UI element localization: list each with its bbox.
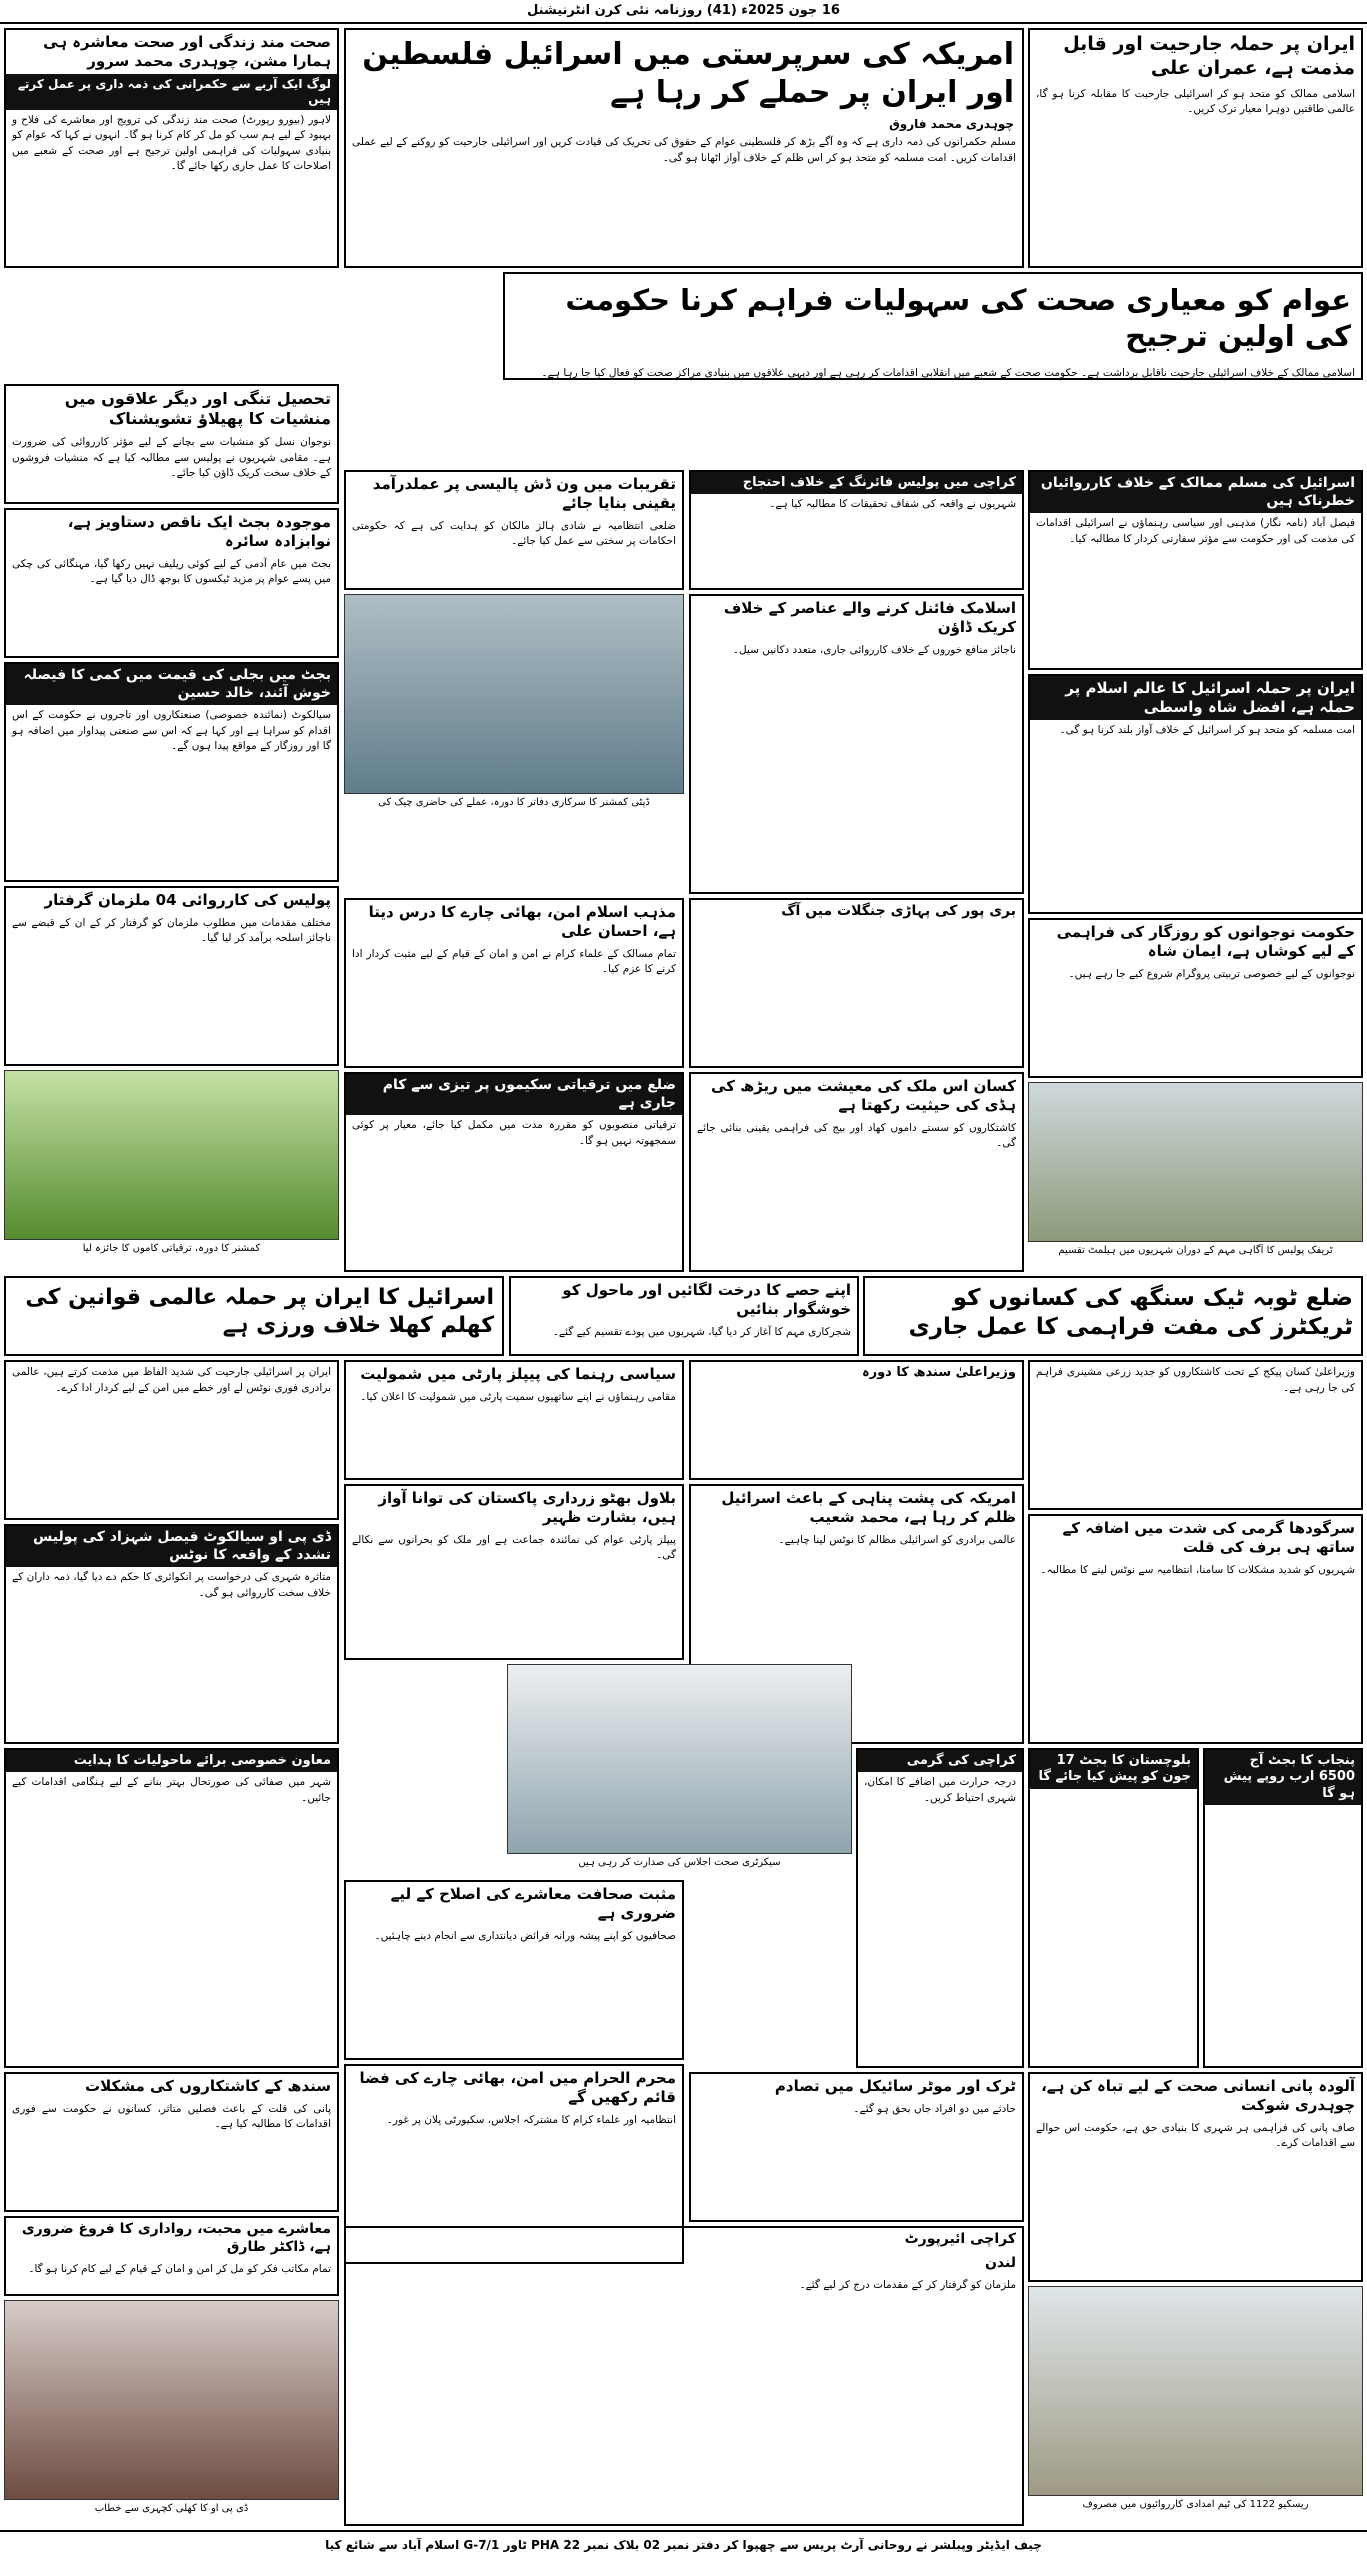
article-3 xyxy=(1028,674,1363,914)
lead-story-tractors xyxy=(863,1276,1363,1356)
article-budget-saira xyxy=(4,508,339,658)
headline: امریکہ کی سرپرستی میں اسرائیل فلسطین اور ایران پر حملے کر رہا ہے xyxy=(362,37,1014,110)
headline: حکومت نوجوانوں کو روزگار کی فراہمی کے لیے کوشاں ہے، ایمان شاہ xyxy=(1056,923,1355,960)
headline: کراچی کی گرمی xyxy=(858,1750,1022,1772)
headline: آلودہ پانی انسانی صحت کے لیے تباہ کن ہے، چوہدری شوکت xyxy=(1041,2077,1355,2114)
article-body: انتظامیہ اور علماء کرام کا مشترکہ اجلاس، سکیورٹی پلان پر غور۔ xyxy=(386,2113,676,2126)
article-19 xyxy=(344,1484,684,1660)
article-body: متاثرہ شہری کی درخواست پر انکوائری کا حکم دے دیا گیا، ذمہ داران کے خلاف سخت کارروائی ہو گی۔ xyxy=(12,1571,331,1599)
article-body: ناجائز منافع خوروں کے خلاف کارروائی جاری، متعدد دکانیں سیل۔ xyxy=(732,643,1016,656)
headline: ایران پر حملہ جارحیت اور قابل مذمت ہے، عمران علی xyxy=(1063,33,1355,79)
photo-caption: کمشنر کا دورہ، ترقیاتی کاموں کا جائزہ لیا xyxy=(82,1243,261,1254)
article-body: فیصل آباد (نامہ نگار) مذہبی اور سیاسی رہنماؤں نے اسرائیلی اقدامات کی مذمت کی اور حکومت سے مؤثر سفارتی کردار کا مطالبہ کیا۔ xyxy=(1036,517,1355,545)
article-body: پیپلز پارٹی عوام کی نمائندہ جماعت ہے اور ملک کو بحرانوں سے نکالے گی۔ xyxy=(352,1533,676,1561)
headline: سرگودھا گرمی کی شدت میں اضافہ کے ساتھ ہی برف کی قلت xyxy=(1062,1519,1355,1556)
article-body: پانی کی قلت کے باعث فصلیں متاثر، کسانوں نے حکومت سے فوری اقدامات کا مطالبہ کیا ہے۔ xyxy=(12,2102,331,2131)
photo-meeting xyxy=(507,1664,852,1854)
lead-story-health xyxy=(503,272,1363,380)
article-1 xyxy=(1028,28,1363,268)
article-2 xyxy=(1028,470,1363,670)
headline: اسرائیل کی مسلم ممالک کے خلاف کارروائیاں خطرناک ہیں xyxy=(1030,472,1361,513)
article-16 xyxy=(689,1360,1024,1480)
article-body: بجٹ میں عام آدمی کے لیے کوئی ریلیف نہیں رکھا گیا، مہنگائی کی چکی میں پسے عوام پر مزید ٹیکسوں کا بوجھ ڈال دیا گیا ہے۔ xyxy=(12,557,331,585)
photo-dpo xyxy=(4,2300,339,2500)
article-tariq xyxy=(4,2216,339,2296)
article-14 xyxy=(344,1072,684,1272)
article-body: صاف پانی کی فراہمی ہر شہری کا بنیادی حق ہے، حکومت اس حوالے سے اقدامات کرے۔ xyxy=(1036,2121,1355,2149)
imprint-line: چیف ایڈیٹر وپبلشر نے روحانی آرٹ پریس سے چھپوا کر دفتر نمبر 02 بلاک نمبر 22 PHA ٹاور G-7/1 اسلام آباد سے شائع کیا xyxy=(325,2538,1042,2552)
photo-caption: ٹریفک پولیس کا آگاہی مہم کے دوران شہریوں میں ہیلمٹ تقسیم xyxy=(1058,1245,1333,1256)
article-body: شہریوں نے واقعہ کی شفاف تحقیقات کا مطالبہ کیا ہے۔ xyxy=(769,498,1016,511)
headline-2: لندن xyxy=(984,2254,1016,2271)
article-body: اسلامی ممالک کو متحد ہو کر اسرائیلی جارحیت کا مقابلہ کرنا ہو گا، عالمی طاقتیں دوہرا معیار ترک کریں۔ xyxy=(1036,87,1355,115)
headline: بری پور کی پہاڑی جنگلات میں آگ xyxy=(781,903,1016,919)
photo-traffic xyxy=(1028,1082,1363,1242)
article-20 xyxy=(344,1880,684,2060)
article-body: مسلم حکمرانوں کی ذمہ داری ہے کہ وہ آگے بڑھ کر فلسطینی عوام کے حقوق کی تحریک کی قیادت کریں اور اسرائیلی جارحیت کو روکنے کے لیے عملی اقدامات کریں۔ امت مسلمہ کو متحد ہو کر اس ظلم کے خلاف آواز اٹھانا ہو گی۔ xyxy=(352,136,1016,164)
headline: ضلع ٹوبہ ٹیک سنگھ کی کسانوں کو ٹریکٹرز کی مفت فراہمی کا عمل جاری xyxy=(908,1285,1353,1340)
article-body: صحافیوں کو اپنے پیشہ ورانہ فرائض دیانتداری سے انجام دینے چاہئیں۔ xyxy=(374,1929,676,1942)
article-body: نوجوانوں کے لیے خصوصی تربیتی پروگرام شروع کیے جا رہے ہیں۔ xyxy=(1068,967,1355,980)
article-police-arrests xyxy=(4,886,339,1066)
photo-commissioner xyxy=(4,1070,339,1240)
article-body: درجہ حرارت میں اضافے کا امکان، شہری احتیاط کریں۔ xyxy=(864,1776,1016,1804)
headline: بلاول بھٹو زرداری پاکستان کی توانا آواز ہیں، بشارت ظہیر xyxy=(378,1489,676,1526)
photo-officials xyxy=(344,594,684,794)
photo-caption: ڈپٹی کمشنر کا سرکاری دفاتر کا دورہ، عملے کی حاضری چیک کی xyxy=(378,797,650,808)
article-11 xyxy=(689,898,1024,1068)
article-body: ترقیاتی منصوبوں کو مقررہ مدت میں مکمل کیا جائے، معیار پر کوئی سمجھوتہ نہیں ہو گا۔ xyxy=(352,1119,676,1147)
headline: ایران پر حملہ اسرائیل کا عالم اسلام پر حملہ ہے، افضل شاہ واسطی xyxy=(1030,676,1361,720)
headline: اسرائیل کا ایران پر حملہ عالمی قوانین کی کھلم کھلا خلاف ورزی ہے xyxy=(25,1285,494,1338)
article-body: مختلف مقدمات میں مطلوب ملزمان کو گرفتار کر کے ان کے قبضے سے ناجائز اسلحہ برآمد کر لیا گیا۔ xyxy=(12,916,331,945)
headline: سیاسی رہنما کی پیپلز پارٹی میں شمولیت xyxy=(360,1365,676,1383)
article-body: ایران پر اسرائیلی جارحیت کی شدید الفاظ میں مذمت کرتے ہیں، عالمی برادری فوری نوٹس لے اور خطے میں امن کے لیے کردار ادا کرے۔ xyxy=(12,1366,331,1394)
article-body: لاہور (بیورو رپورٹ) صحت مند زندگی کی ترویج اور معاشرے کی فلاح و بہبود کے لیے ہم سب کو مل کر کام کرنا ہو گا۔ انہوں نے کہا کہ عوام کو بنیادی سہولیات کی فراہمی اولین ترجیح ہے اور صحت کے شعبے میں اصلاحات کا عمل جاری رکھا جائے گا۔ xyxy=(12,113,331,172)
article-body: کاشتکاروں کو سستے داموں کھاد اور بیج کی فراہمی یقینی بنائی جائے گی۔ xyxy=(697,1121,1016,1149)
lead-story-america xyxy=(344,28,1024,268)
article-body: حادثے میں دو افراد جاں بحق ہو گئے۔ xyxy=(853,2102,1016,2115)
article-7 xyxy=(1028,2072,1363,2282)
article-13 xyxy=(689,1072,1024,1272)
article-8 xyxy=(689,470,1024,590)
article-23 xyxy=(344,2226,1024,2526)
article-sarwar xyxy=(4,28,339,268)
headline: موجودہ بجٹ ایک ناقص دستاویز ہے، نوابزادہ سائرہ xyxy=(67,513,331,550)
headline: معاشرے میں محبت، رواداری کا فروغ ضروری ہے، ڈاکٹر طارق xyxy=(21,2221,331,2255)
article-body: شہریوں کو شدید مشکلات کا سامنا، انتظامیہ سے نوٹس لینے کا مطالبہ۔ xyxy=(1040,1563,1355,1576)
article-electricity xyxy=(4,662,339,882)
byline: چوہدری محمد فاروق xyxy=(889,117,1014,131)
headline: ضلع میں ترقیاتی سکیموں پر تیزی سے کام جاری ہے xyxy=(346,1074,682,1115)
article-environment xyxy=(4,1748,339,2068)
article-body: عالمی برادری کو اسرائیلی مظالم کا نوٹس لینا چاہیے۔ xyxy=(778,1533,1016,1546)
headline: کراچی ائیرپورٹ xyxy=(904,2231,1016,2247)
article-10 xyxy=(689,594,1024,894)
imprint-footer xyxy=(0,2530,1367,2560)
headline: تحصیل تنگی اور دیگر علاقوں میں منشیات کا پھیلاؤ تشویشناک xyxy=(64,389,331,428)
article-5 xyxy=(1028,1360,1363,1510)
headline: امریکہ کی پشت پناہی کے باعث اسرائیل ظلم کر رہا ہے، محمد شعیب xyxy=(721,1489,1016,1526)
photo-rescue xyxy=(1028,2286,1363,2496)
masthead-line: 16 جون 2025ء (41) روزنامہ نئی کرن انٹرنیشنل xyxy=(527,3,840,18)
headline: وزیراعلیٰ سندھ کا دورہ xyxy=(862,1365,1016,1380)
headline: بجٹ میں بجلی کی قیمت میں کمی کا فیصلہ خوش آئند، خالد حسین xyxy=(6,664,337,705)
headline: ٹرک اور موٹر سائیکل میں تصادم xyxy=(774,2077,1016,2095)
article-budget-balochistan xyxy=(1028,1748,1199,2068)
article-9 xyxy=(344,470,684,590)
article-dpo-notice xyxy=(4,1524,339,1744)
headline: صحت مند زندگی اور صحت معاشرہ ہی ہمارا مشن، چوہدری محمد سرور xyxy=(43,33,331,70)
article-body: ملزمان کو گرفتار کر کے مقدمات درج کر لیے گئے۔ xyxy=(799,2279,1016,2291)
headline: محرم الحرام میں امن، بھائی چارے کی فضا قائم رکھیں گے xyxy=(359,2069,676,2106)
article-21 xyxy=(689,2072,1024,2222)
article-body: تمام مکاتب فکر کو مل کر امن و امان کے قیام کے لیے کام کرنا ہو گا۔ xyxy=(28,2263,331,2275)
article-body: اسلامی ممالک کے خلاف اسرائیلی جارحیت ناقابل برداشت ہے۔ حکومت صحت کے شعبے میں انقلابی اقدامات کر رہی ہے اور دیہی علاقوں میں بنیادی مراکز صحت کو فعال کیا جا رہا ہے۔ xyxy=(541,366,1355,379)
subheadline: لوگ ایک آربے سے حکمرانی کی ذمہ داری پر عمل کرتے ہیں xyxy=(6,74,337,110)
photo-caption: ڈی پی او کا کھلی کچہری سے خطاب xyxy=(94,2503,249,2514)
article-body: امت مسلمہ کو متحد ہو کر اسرائیل کے خلاف آواز بلند کرنا ہو گی۔ xyxy=(1059,723,1355,736)
headline: پولیس کی کارروائی 04 ملزمان گرفتار xyxy=(44,891,331,909)
headline: اپنے حصے کا درخت لگائیں اور ماحول کو خوشگوار بنائیں xyxy=(562,1281,851,1318)
headline: مذہب اسلام امن، بھائی چارے کا درس دیتا ہے، احسان علی xyxy=(368,903,676,940)
article-body: مقامی رہنماؤں نے اپنے ساتھیوں سمیت پارٹی میں شمولیت کا اعلان کیا۔ xyxy=(360,1390,676,1403)
article-6 xyxy=(1028,1514,1363,1744)
headline: بلوچستان کا بجٹ 17 جون کو پیش کیا جائے گا xyxy=(1030,1750,1197,1789)
headline: تقریبات میں ون ڈش پالیسی پر عملدرآمد یقینی بنایا جائے xyxy=(372,475,676,512)
masthead xyxy=(0,0,1367,24)
article-body: تمام مسالک کے علماء کرام نے امن و امان کے قیام کے لیے مثبت کردار ادا کرنے کا عزم کیا۔ xyxy=(352,947,676,975)
lead-story-israel-iran xyxy=(4,1276,504,1356)
headline: کسان اس ملک کی معیشت میں ریڑھ کی ہڈی کی حیثیت رکھتا ہے xyxy=(711,1077,1016,1114)
article-body: شجرکاری مہم کا آغاز کر دیا گیا، شہریوں میں پودے تقسیم کیے گئے۔ xyxy=(552,1325,851,1338)
article-body: سیالکوٹ (نمائندہ خصوصی) صنعتکاروں اور تاجروں نے حکومت کے اس اقدام کو سراہا ہے اور کہا ہے کہ اس سے صنعتی پیداوار میں اضافہ ہو گا اور روزگار کے مواقع پیدا ہوں گے۔ xyxy=(12,709,331,752)
headline: پنجاب کا بجٹ آج 6500 ارب روپے پیش ہو گا xyxy=(1205,1750,1361,1805)
headline: اسلامک فائنل کرنے والے عناصر کے خلاف کریک ڈاؤن xyxy=(723,599,1016,636)
headline: عوام کو معیاری صحت کی سہولیات فراہم کرنا حکومت کی اولین ترجیح xyxy=(565,283,1351,354)
headline: مثبت صحافت معاشرے کی اصلاح کے لیے ضروری ہے xyxy=(390,1885,676,1922)
article-body: ضلعی انتظامیہ نے شادی ہالز مالکان کو ہدایت کی ہے کہ حکومتی احکامات پر سختی سے عمل کیا جائے۔ xyxy=(352,519,676,547)
article-israel-body xyxy=(4,1360,339,1520)
article-karachi-heat xyxy=(856,1748,1024,2068)
article-17 xyxy=(344,1360,684,1480)
headline: کراچی میں پولیس فائرنگ کے خلاف احتجاج xyxy=(691,472,1022,494)
article-budget-punjab xyxy=(1203,1748,1363,2068)
headline: سندھ کے کاشتکاروں کی مشکلات xyxy=(85,2077,331,2095)
article-15 xyxy=(509,1276,859,1356)
article-body: وزیراعلیٰ کسان پیکج کے تحت کاشتکاروں کو جدید زرعی مشینری فراہم کی جا رہی ہے۔ xyxy=(1036,1366,1355,1394)
article-4 xyxy=(1028,918,1363,1078)
headline: معاون خصوصی برائے ماحولیات کا ہدایت xyxy=(6,1750,337,1772)
photo-caption: ریسکیو 1122 کی ٹیم امدادی کارروائیوں میں مصروف xyxy=(1082,2499,1309,2510)
article-drugs xyxy=(4,384,339,504)
article-body: نوجوان نسل کو منشیات سے بچانے کے لیے مؤثر کارروائی کی ضرورت ہے۔ مقامی شہریوں نے پولیس سے مطالبہ کیا ہے کہ منشیات فروشوں کے خلاف سخت کریک ڈاؤن کیا جائے۔ xyxy=(12,436,331,479)
headline: ڈی پی او سیالکوٹ فیصل شہزاد کی پولیس تشدد کے واقعہ کا نوٹس xyxy=(6,1526,337,1567)
photo-caption: سیکرٹری صحت اجلاس کی صدارت کر رہی ہیں xyxy=(578,1857,781,1868)
article-12 xyxy=(344,898,684,1068)
article-body: شہر میں صفائی کی صورتحال بہتر بنانے کے لیے ہنگامی اقدامات کیے جائیں۔ xyxy=(12,1776,331,1804)
article-sindh-farmers xyxy=(4,2072,339,2212)
